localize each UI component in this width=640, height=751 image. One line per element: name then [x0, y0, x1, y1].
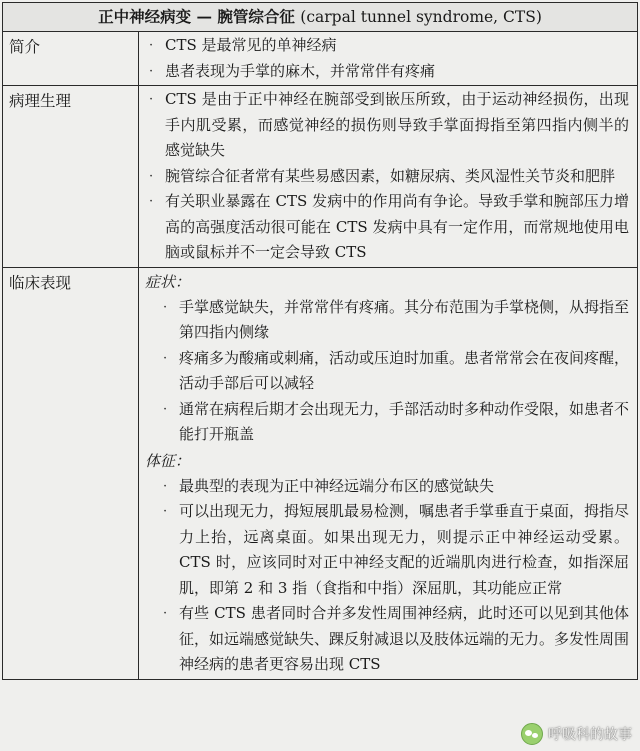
symptoms-heading: 症状：: [145, 272, 191, 291]
wechat-icon: [521, 723, 543, 745]
bullet-icon: ·: [163, 478, 168, 494]
list-item: · 疼痛多为酸痛或刺痛，活动或压迫时加重。患者常常会在夜间疼醒，活动手部后可以减轻: [143, 346, 629, 397]
table-title-cn: 正中神经病变 — 腕管综合征: [98, 7, 295, 26]
list-item: · CTS 是由于正中神经在腕部受到嵌压所致，由于运动神经损伤，出现手内肌受累，而感觉神经的损伤则导致手掌面拇指至第四指内侧半的感觉缺失: [143, 87, 629, 164]
intro-label: 简介: [3, 32, 139, 86]
list-item: · 手掌感觉缺失，并常常伴有疼痛。其分布范围为手掌桡侧，从拇指至第四指内侧缘: [143, 295, 629, 346]
signs-heading: 体征：: [145, 451, 191, 470]
clinical-row: [3, 267, 638, 679]
list-item: · 可以出现无力，拇短展肌最易检测，嘱患者手掌垂直于桌面，拇指尽力上抬，远离桌面。如果出现无力，则提示正中神经运动受累。CTS 时，应该同时对正中神经支配的近端肌肉进行检查，如指深屈肌，即第 2 和 3 指（食指和中指）深屈肌，其功能应正常: [143, 499, 629, 601]
list-item: · CTS 是最常见的单神经病: [143, 33, 629, 59]
list-item: · 有关职业暴露在 CTS 发病中的作用尚有争论。导致手掌和腕部压力增高的高强度活动很可能在 CTS 发病中具有一定作用，而常规地使用电脑或鼠标并不一定会导致 CTS: [143, 189, 629, 266]
list-item: · 患者表现为手掌的麻木，并常常伴有疼痛: [143, 59, 629, 85]
bullet-icon: ·: [149, 63, 154, 79]
clinical-content: [139, 267, 638, 679]
bullet-icon: ·: [163, 504, 168, 519]
bullet-icon: ·: [163, 401, 168, 417]
watermark-text: 呼吸科的故事: [548, 727, 632, 743]
bullet-icon: ·: [163, 606, 168, 621]
list-item: · 腕管综合征者常有某些易感因素，如糖尿病、类风湿性关节炎和肥胖: [143, 164, 629, 190]
list-item: · 通常在病程后期才会出现无力，手部活动时多种动作受限，如患者不能打开瓶盖: [143, 397, 629, 448]
list-item: · 有些 CTS 患者同时合并多发性周围神经病，此时还可以见到其他体征，如远端感觉缺失、踝反射减退以及肢体远端的无力。多发性周围神经病的患者更容易出现 CTS: [143, 601, 629, 678]
intro-content: [139, 32, 638, 86]
watermark: [521, 723, 632, 745]
patho-row: [3, 86, 638, 268]
patho-label: 病理生理: [3, 86, 139, 268]
bullet-icon: ·: [163, 299, 168, 315]
table-title: [3, 3, 638, 32]
bullet-icon: ·: [149, 194, 154, 209]
list-item: · 最典型的表现为正中神经远端分布区的感觉缺失: [143, 474, 629, 500]
title-row: [3, 3, 638, 32]
bullet-icon: ·: [149, 38, 154, 53]
table-title-en: (carpal tunnel syndrome, CTS): [300, 8, 542, 26]
bullet-icon: ·: [149, 92, 154, 107]
patho-content: [139, 86, 638, 268]
bullet-icon: ·: [163, 350, 168, 366]
intro-row: [3, 32, 638, 86]
cts-table: [2, 2, 638, 680]
bullet-icon: ·: [149, 168, 154, 184]
clinical-label: 临床表现: [3, 267, 139, 679]
